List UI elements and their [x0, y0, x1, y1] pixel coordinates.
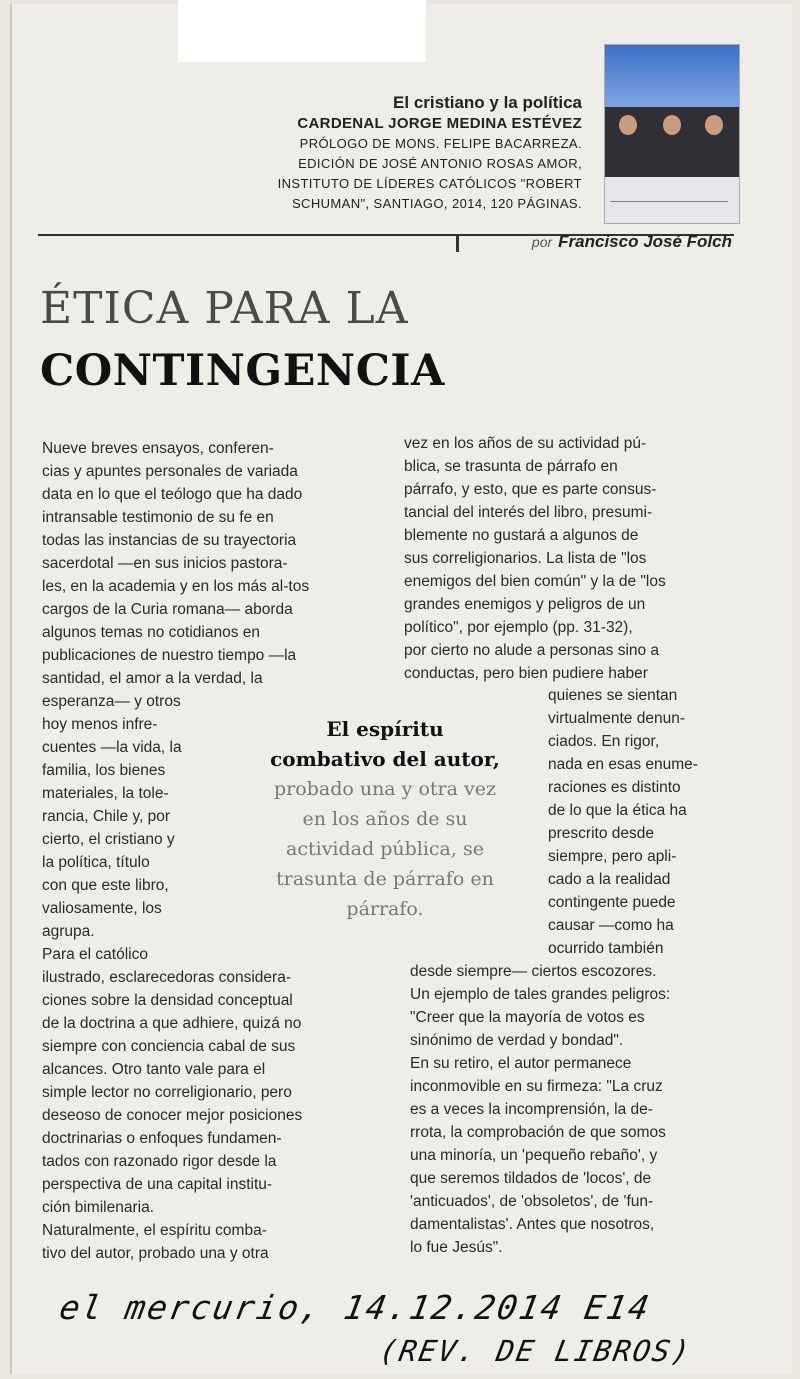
book-cover-image	[604, 44, 740, 224]
article-text-line: rrota, la comprobación de que somos	[410, 1124, 666, 1141]
article-text-line: político", por ejemplo (pp. 31-32),	[404, 619, 633, 636]
article-text-line: Naturalmente, el espíritu comba-	[42, 1222, 267, 1239]
article-text-line: Un ejemplo de tales grandes peligros:	[410, 986, 671, 1003]
byline	[532, 232, 732, 252]
article-text-line: nada en esas enume-	[548, 756, 698, 773]
article-text-line: tivo del autor, probado una y otra	[42, 1245, 269, 1262]
article-text-line: doctrinarias o enfoques fundamen-	[42, 1130, 282, 1147]
cover-face	[619, 115, 637, 135]
article-text-line: damentalistas'. Antes que nosotros,	[410, 1216, 655, 1233]
book-title: El cristiano y la política	[393, 93, 582, 112]
headline-line-1: ÉTICA PARA LA	[40, 283, 409, 334]
article-text-line: simple lector no correligionario, pero	[42, 1084, 292, 1101]
pull-quote-bold-line: combativo del autor,	[270, 747, 500, 771]
cover-face	[663, 115, 681, 135]
book-author: CARDENAL JORGE MEDINA ESTÉVEZ	[297, 115, 582, 132]
article-column-1-bottom	[42, 966, 302, 1265]
article-text-line: todas las instancias de su trayectoria	[42, 532, 297, 549]
headline-line-2: CONTINGENCIA	[40, 346, 445, 396]
article-text-line: con que este libro,	[42, 877, 169, 894]
article-text-line: familia, los bienes	[42, 762, 166, 779]
pull-quote-line: trasunta de párrafo en	[276, 868, 494, 890]
article-text-line: agrupa.	[42, 923, 95, 940]
article-text-line: ocurrido también	[548, 940, 664, 957]
article-text-line: ciados. En rigor,	[548, 733, 660, 750]
article-text-line: cargos de la Curia romana— aborda	[42, 601, 293, 618]
article-text-line: cierto, el cristiano y	[42, 831, 175, 848]
article-text-line: de la doctrina a que adhiere, quizá no	[42, 1015, 302, 1032]
handwritten-source-note: el mercurio, 14.12.2014 E14	[56, 1288, 654, 1327]
article-text-line: ilustrado, esclarecedoras considera-	[42, 969, 291, 986]
byline-author: Francisco José Folch	[558, 232, 732, 251]
article-text-line: materiales, la tole-	[42, 785, 169, 802]
article-column-2-narrow	[548, 684, 698, 960]
article-column-1-narrow	[42, 690, 182, 966]
article-text-line: siempre con conciencia cabal de sus	[42, 1038, 296, 1055]
pull-quote-line: en los años de su	[302, 808, 468, 830]
article-text-line: deseoso de conocer mejor posiciones	[42, 1107, 303, 1124]
article-text-line: intransable testimonio de su fe en	[42, 509, 274, 526]
article-text-line: causar —como ha	[548, 917, 674, 934]
article-text-line: siempre, pero apli-	[548, 848, 677, 865]
cover-face	[705, 115, 723, 135]
article-text-line: desde siempre— ciertos escozores.	[410, 963, 657, 980]
article-text-line: lo fue Jesús".	[410, 1239, 503, 1256]
book-detail-line: EDICIÓN DE JOSÉ ANTONIO ROSAS AMOR,	[298, 156, 582, 171]
book-detail-line: INSTITUTO DE LÍDERES CATÓLICOS "ROBERT	[277, 176, 582, 191]
article-text-line: contingente puede	[548, 894, 676, 911]
article-text-line: cuentes —la vida, la	[42, 739, 182, 756]
pull-quote-line: párrafo.	[346, 898, 424, 920]
article-text-line: que seremos tildados de 'locos', de	[410, 1170, 652, 1187]
article-text-line: cado a la realidad	[548, 871, 671, 888]
article-text-line: blemente no gustará a algunos de	[404, 527, 639, 544]
article-text-line: inconmovible en su firmeza: "La cruz	[410, 1078, 663, 1095]
pull-quote-line: actividad pública, se	[286, 838, 484, 860]
pull-quote-bold-line: El espíritu	[326, 717, 444, 741]
article-text-line: blica, se trasunta de párrafo en	[404, 458, 618, 475]
article-text-line: enemigos del bien común" y la de "los	[404, 573, 666, 590]
article-text-line: algunos temas no cotidianos en	[42, 624, 261, 641]
article-column-1-top	[42, 437, 309, 690]
article-text-line: En su retiro, el autor permanece	[410, 1055, 632, 1072]
article-text-line: perspectiva de una capital institu-	[42, 1176, 273, 1193]
article-text-line: hoy menos infre-	[42, 716, 158, 733]
book-detail-line: PRÓLOGO DE MONS. FELIPE BACARREZA.	[299, 136, 582, 151]
article-text-line: Nueve breves ensayos, conferen-	[42, 440, 274, 457]
article-text-line: grandes enemigos y peligros de un	[404, 596, 646, 613]
article-text-line: 'anticuados', de 'obsoletos', de 'fun-	[410, 1193, 654, 1210]
pull-quote	[240, 714, 530, 924]
article-text-line: quienes se sientan	[548, 687, 678, 704]
article-text-line: párrafo, y esto, que es parte consus-	[404, 481, 657, 498]
article-text-line: raciones es distinto	[548, 779, 681, 796]
tape-strip	[178, 0, 426, 62]
book-detail-line: SCHUMAN", SANTIAGO, 2014, 120 PÁGINAS.	[291, 196, 582, 211]
article-text-line: publicaciones de nuestro tiempo —la	[42, 647, 297, 664]
article-text-line: por cierto no alude a personas sino a	[404, 642, 660, 659]
article-text-line: de lo que la ética ha	[548, 802, 687, 819]
article-text-line: les, en la academia y en los más al-tos	[42, 578, 310, 595]
article-text-line: rancia, Chile y, por	[42, 808, 171, 825]
article-column-2-bottom	[410, 960, 670, 1259]
article-text-line: ciones sobre la densidad conceptual	[42, 992, 293, 1009]
pull-quote-line: probado una y otra vez	[274, 778, 496, 800]
article-text-line: prescrito desde	[548, 825, 654, 842]
article-text-line: virtualmente denun-	[548, 710, 685, 727]
article-text-line: "Creer que la mayoría de votos es	[410, 1009, 645, 1026]
book-details	[278, 134, 582, 214]
article-text-line: sus correligionarios. La lista de "los	[404, 550, 647, 567]
article-text-line: cias y apuntes personales de variada	[42, 463, 298, 480]
article-text-line: una minoría, un 'pequeño rebaño', y	[410, 1147, 658, 1164]
article-text-line: Para el católico	[42, 946, 148, 963]
handwritten-section-note: (REV. DE LIBROS)	[377, 1334, 695, 1368]
article-text-line: alcances. Otro tanto vale para el	[42, 1061, 266, 1078]
article-text-line: conductas, pero bien pudiere haber	[404, 665, 648, 682]
rule-tick	[456, 234, 459, 252]
article-text-line: data en lo que el teólogo que ha dado	[42, 486, 303, 503]
article-text-line: tados con razonado rigor desde la	[42, 1153, 277, 1170]
article-text-line: santidad, el amor a la verdad, la	[42, 670, 263, 687]
book-info	[278, 92, 582, 214]
article-text-line: esperanza— y otros	[42, 693, 181, 710]
article-text-line: valiosamente, los	[42, 900, 162, 917]
article-text-line: tancial del interés del libro, presumi-	[404, 504, 653, 521]
byline-prefix: por	[531, 234, 553, 250]
article-text-line: es a veces la incomprensión, la de-	[410, 1101, 653, 1118]
article-text-line: sinónimo de verdad y bondad".	[410, 1032, 624, 1049]
article-text-line: sacerdotal —en sus inicios pastora-	[42, 555, 288, 572]
article-column-2-top	[404, 432, 666, 685]
article-text-line: vez en los años de su actividad pú-	[404, 435, 647, 452]
cover-title-script	[610, 181, 734, 202]
cover-sky	[605, 45, 739, 107]
article-text-line: la política, título	[42, 854, 150, 871]
article-text-line: ción bimilenaria.	[42, 1199, 154, 1216]
